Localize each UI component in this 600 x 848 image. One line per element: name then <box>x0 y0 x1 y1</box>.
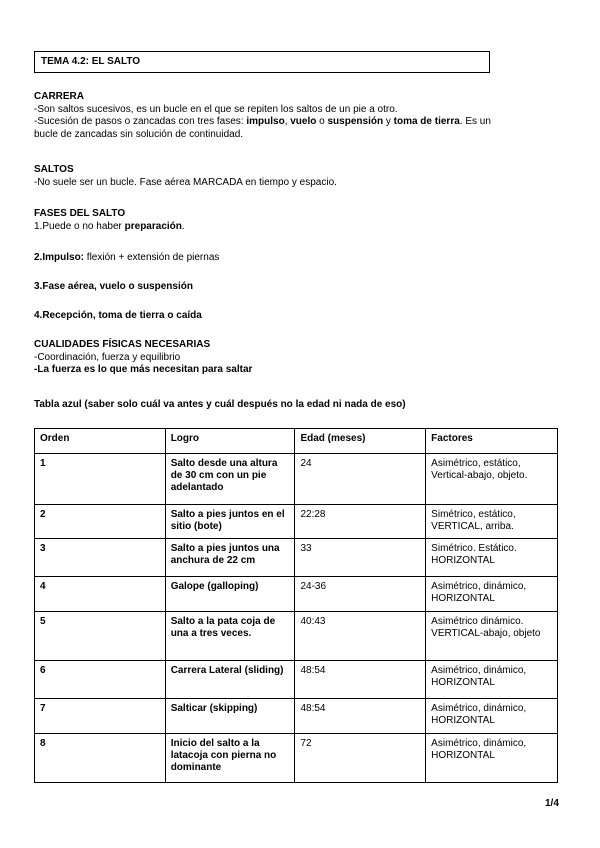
heading-fases: FASES DEL SALTO <box>34 208 126 219</box>
cell-orden: 6 <box>35 661 166 699</box>
table-row <box>35 505 558 539</box>
cell-orden: 5 <box>35 612 166 661</box>
carrera-line-1: -Son saltos sucesivos, es un bucle en el que se repiten los saltos de un pie a otro. <box>34 103 398 115</box>
table-row <box>35 661 558 699</box>
table-row <box>35 612 558 661</box>
cell-orden: 1 <box>35 454 166 505</box>
cell-edad: 33 <box>295 539 426 577</box>
cell-logro: Inicio del salto a la latacoja con pierna no dominante <box>165 734 295 783</box>
cell-edad: 48:54 <box>295 699 426 734</box>
cell-edad: 40:43 <box>295 612 426 661</box>
cell-logro: Carrera Lateral (sliding) <box>165 661 295 699</box>
cell-logro: Salto a la pata coja de una a tres veces. <box>165 612 295 661</box>
fases-item-4: 4.Recepción, toma de tierra o caída <box>34 310 202 321</box>
cell-logro: Salto a pies juntos en el sitio (bote) <box>165 505 295 539</box>
table-header-row <box>35 429 558 454</box>
cell-edad: 24 <box>295 454 426 505</box>
heading-saltos: SALTOS <box>34 164 74 175</box>
page-number: 1/4 <box>545 798 559 809</box>
fases-item-2: 2.Impulso: flexión + extensión de piernas <box>34 252 220 263</box>
heading-carrera: CARRERA <box>34 91 84 102</box>
cell-logro: Salto desde una altura de 30 cm con un pie adelantado <box>165 454 295 505</box>
cell-factores: Asimétrico, dinámico, HORIZONTAL <box>426 577 558 612</box>
header-orden: Orden <box>35 429 166 454</box>
section-cualidades <box>34 339 554 377</box>
cell-factores: Asimétrico dinámico. VERTICAL-abajo, objeto <box>426 612 558 661</box>
carrera-line-2: -Sucesión de pasos o zancadas con tres fases: impulso, vuelo o suspensión y toma de tierra. Es un <box>34 116 491 127</box>
cell-factores: Simétrico, estático, VERTICAL, arriba. <box>426 505 558 539</box>
cell-factores: Simétrico. Estático. HORIZONTAL <box>426 539 558 577</box>
section-saltos <box>34 164 554 189</box>
table-row <box>35 454 558 505</box>
table-row <box>35 699 558 734</box>
cualidades-line-1: -Coordinación, fuerza y equilibrio <box>34 351 181 363</box>
saltos-line-1: -No suele ser un bucle. Fase aérea MARCADA en tiempo y espacio. <box>34 176 337 188</box>
heading-cualidades: CUALIDADES FÍSICAS NECESARIAS <box>34 339 211 350</box>
page-title: TEMA 4.2: EL SALTO <box>34 51 490 73</box>
cell-edad: 72 <box>295 734 426 783</box>
carrera-line-3: bucle de zancadas sin solución de continuidad. <box>34 128 244 140</box>
cell-edad: 48:54 <box>295 661 426 699</box>
table-row <box>35 577 558 612</box>
section-fases <box>34 208 554 233</box>
fases-item-3: 3.Fase aérea, vuelo o suspensión <box>34 281 193 292</box>
cualidades-line-2: -La fuerza es lo que más necesitan para saltar <box>34 364 253 375</box>
cell-edad: 24-36 <box>295 577 426 612</box>
cell-orden: 8 <box>35 734 166 783</box>
cell-orden: 2 <box>35 505 166 539</box>
cell-logro: Salto a pies juntos una anchura de 22 cm <box>165 539 295 577</box>
cell-factores: Asimétrico, dinámico, HORIZONTAL <box>426 661 558 699</box>
fases-item-1: 1.Puede o no haber preparación. <box>34 220 185 232</box>
cell-logro: Galope (galloping) <box>165 577 295 612</box>
cell-factores: Asimétrico, dinámico, HORIZONTAL <box>426 699 558 734</box>
header-edad: Edad (meses) <box>295 429 426 454</box>
table-row <box>35 539 558 577</box>
table-note: Tabla azul (saber solo cuál va antes y cuál después no la edad ni nada de eso) <box>34 399 406 410</box>
development-table <box>34 428 558 783</box>
cell-orden: 4 <box>35 577 166 612</box>
header-factores: Factores <box>426 429 558 454</box>
cell-edad: 22:28 <box>295 505 426 539</box>
cell-logro: Salticar (skipping) <box>165 699 295 734</box>
cell-factores: Asimétrico, dinámico, HORIZONTAL <box>426 734 558 783</box>
table-row <box>35 734 558 783</box>
header-logro: Logro <box>165 429 295 454</box>
section-carrera <box>34 91 554 141</box>
cell-orden: 7 <box>35 699 166 734</box>
cell-orden: 3 <box>35 539 166 577</box>
cell-factores: Asimétrico, estático, Vertical-abajo, objeto. <box>426 454 558 505</box>
